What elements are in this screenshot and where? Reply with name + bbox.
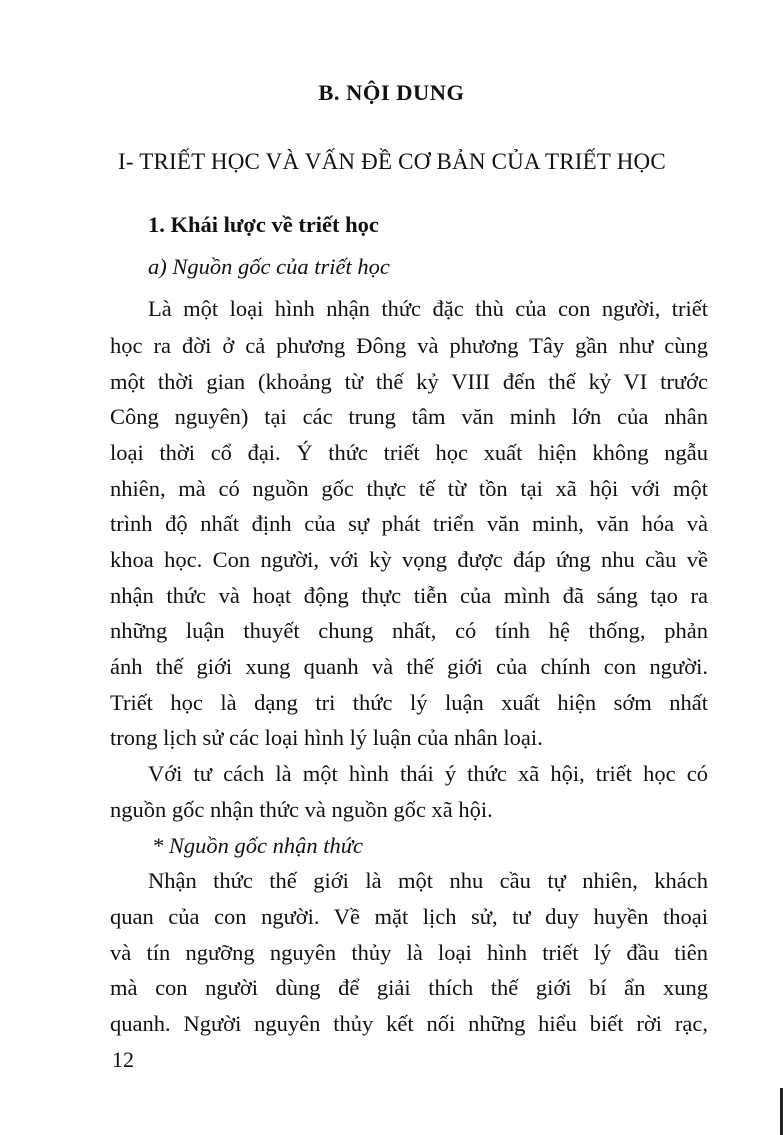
paragraph-line: Công nguyên) tại các trung tâm văn minh lớn của nhân: [110, 404, 708, 429]
paragraph-line: Là một loại hình nhận thức đặc thù của con người, triết: [148, 296, 708, 321]
paragraph-line: quanh. Người nguyên thủy kết nối những hiểu biết rời rạc,: [110, 1011, 708, 1036]
paragraph-line: học ra đời ở cả phương Đông và phương Tây gần như cùng: [110, 333, 708, 358]
paragraph-line: trình độ nhất định của sự phát triển văn minh, văn hóa và: [110, 511, 708, 536]
paragraph-line: nhận thức và hoạt động thực tiễn của mình đã sáng tạo ra: [110, 583, 708, 608]
subsection-title: 1. Khái lược về triết học: [148, 212, 379, 237]
paragraph-line: loại thời cổ đại. Ý thức triết học xuất hiện không ngẫu: [110, 440, 708, 465]
paragraph-line: trong lịch sử các loại hình lý luận của nhân loại.: [110, 725, 543, 750]
paragraph-line: nguồn gốc nhận thức và nguồn gốc xã hội.: [110, 797, 493, 822]
section-title: I- TRIẾT HỌC VÀ VẤN ĐỀ CƠ BẢN CỦA TRIẾT HỌC: [118, 149, 666, 174]
paragraph-line: Nhận thức thế giới là một nhu cầu tự nhiên, khách: [148, 868, 708, 893]
paragraph-line: Triết học là dạng tri thức lý luận xuất hiện sớm nhất: [110, 690, 708, 715]
paragraph-line: quan của con người. Về mặt lịch sử, tư duy huyền thoại: [110, 904, 708, 929]
paragraph-line: khoa học. Con người, với kỳ vọng được đáp ứng nhu cầu về: [110, 547, 708, 572]
page-heading: B. NỘI DUNG: [318, 80, 465, 105]
paragraph-line: ánh thế giới xung quanh và thế giới của chính con người.: [110, 654, 708, 679]
paragraph-line: những luận thuyết chung nhất, có tính hệ thống, phản: [110, 618, 708, 643]
subsubsection-title: a) Nguồn gốc của triết học: [148, 254, 390, 279]
bullet-heading: * Nguồn gốc nhận thức: [152, 833, 364, 858]
paragraph-line: một thời gian (khoảng từ thế kỷ VIII đến thế kỷ VI trước: [110, 369, 708, 394]
paragraph-line: Với tư cách là một hình thái ý thức xã hội, triết học có: [148, 761, 708, 786]
paragraph-line: nhiên, mà có nguồn gốc thực tế từ tồn tại xã hội với một: [110, 476, 708, 501]
paragraph-line: và tín ngưỡng nguyên thủy là loại hình triết lý đầu tiên: [110, 940, 708, 965]
page-number: 12: [112, 1047, 134, 1072]
paragraph-line: mà con người dùng để giải thích thế giới bí ẩn xung: [110, 975, 708, 1000]
